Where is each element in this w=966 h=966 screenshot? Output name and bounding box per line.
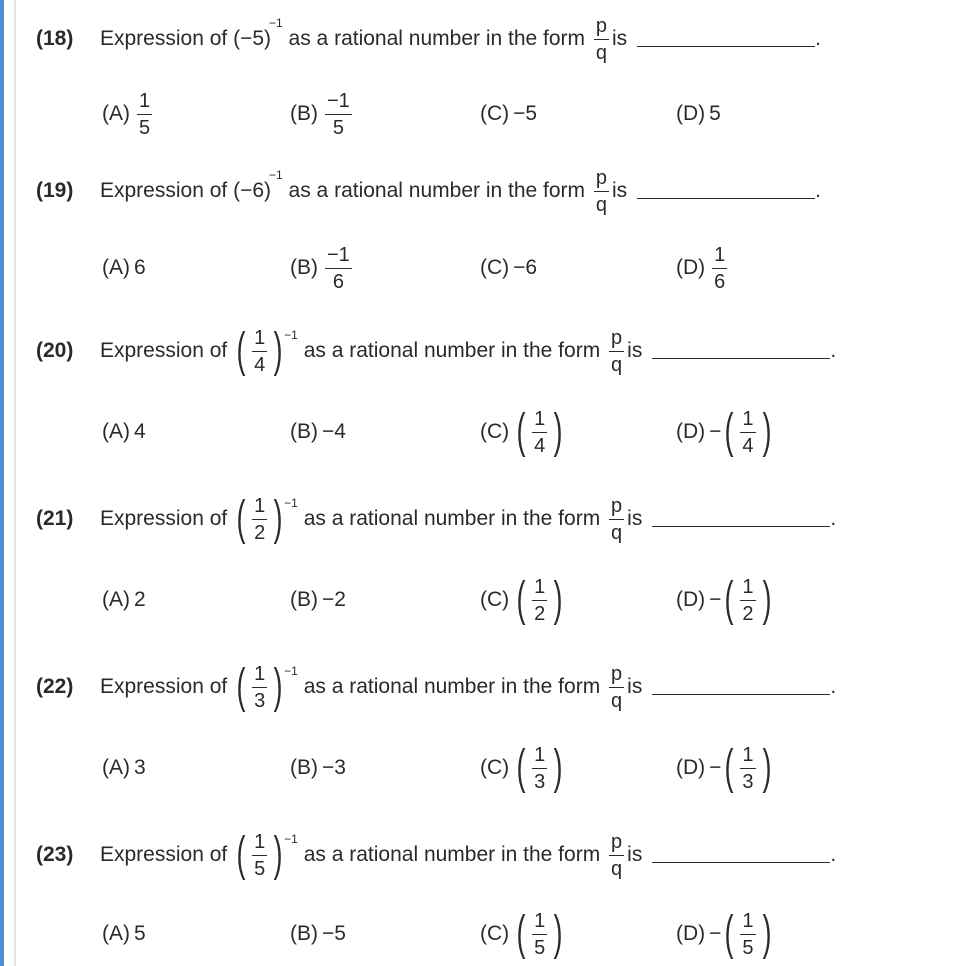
p-over-q-denominator: q: [611, 353, 623, 376]
expression-fraction-denominator: 5: [254, 857, 266, 880]
option-value: −5: [322, 922, 346, 945]
p-over-q-numerator: p: [609, 832, 624, 856]
option-fraction: [532, 911, 547, 958]
p-over-q-denominator: q: [611, 857, 623, 880]
close-paren: ): [553, 573, 563, 626]
option-label: (D): [676, 420, 706, 443]
exponent: −1: [284, 832, 298, 846]
expression-fraction-numerator: 1: [252, 664, 267, 688]
question-prefix: Expression of: [100, 507, 228, 530]
option-d[interactable]: [676, 907, 775, 960]
option-value: −5: [513, 102, 538, 125]
open-paren: (: [236, 660, 246, 713]
expression-base: (−5): [233, 27, 272, 50]
option-fraction-denominator: 3: [742, 770, 754, 793]
option-label: (C): [480, 922, 510, 945]
question-number: (18): [36, 27, 74, 50]
option-label: (A): [102, 256, 130, 279]
question-prefix: Expression of: [100, 27, 228, 50]
open-paren: (: [516, 741, 526, 794]
option-b[interactable]: [290, 90, 355, 138]
option-fraction: [532, 745, 547, 792]
p-over-q-denominator: q: [611, 521, 623, 544]
option-value: 4: [134, 420, 146, 443]
option-fraction-denominator: 2: [742, 602, 754, 625]
option-value: 6: [134, 256, 146, 279]
p-over-q-denominator: q: [611, 689, 623, 712]
question-prefix: Expression of: [100, 675, 228, 698]
exponent: −1: [269, 16, 283, 30]
p-over-q: [609, 328, 624, 375]
option-a[interactable]: [102, 244, 146, 292]
question-stem: [36, 166, 821, 216]
option-fraction-denominator: 6: [714, 270, 726, 293]
question-suffix: as a rational number in the form: [303, 507, 601, 530]
expression-fraction-numerator: 1: [252, 832, 267, 856]
p-over-q-denominator: q: [595, 193, 607, 216]
option-value: 5: [134, 922, 146, 945]
p-over-q: [594, 168, 609, 215]
option-label: (C): [480, 420, 510, 443]
option-fraction-denominator: 5: [139, 116, 151, 139]
option-label: (C): [480, 256, 510, 279]
option-fraction: [325, 245, 352, 292]
expression-base: (−6): [233, 179, 272, 202]
close-paren: ): [553, 405, 563, 458]
exponent: −1: [284, 328, 298, 342]
option-fraction-denominator: 5: [742, 936, 754, 959]
expression-fraction-denominator: 2: [254, 521, 266, 544]
question-number: (21): [36, 507, 74, 530]
option-fraction-numerator: 1: [532, 911, 547, 935]
option-fraction-denominator: 3: [534, 770, 546, 793]
option-fraction-numerator: 1: [740, 409, 755, 433]
p-over-q: [609, 664, 624, 711]
option-d[interactable]: [676, 573, 775, 626]
question-prefix: Expression of: [100, 339, 228, 362]
p-over-q: [609, 496, 624, 543]
minus-sign: −: [709, 588, 722, 611]
exponent: −1: [284, 664, 298, 678]
is-text: is: [627, 339, 643, 362]
option-value: −6: [513, 256, 538, 279]
close-paren: ): [553, 741, 563, 794]
question-stem: [36, 662, 836, 712]
option-value: 2: [134, 588, 146, 611]
p-over-q: [609, 832, 624, 879]
option-label: (C): [480, 102, 510, 125]
option-fraction: [740, 745, 755, 792]
option-fraction-numerator: 1: [532, 577, 547, 601]
open-paren: (: [236, 828, 246, 881]
option-label: (D): [676, 756, 706, 779]
option-c[interactable]: [480, 741, 566, 794]
p-over-q-numerator: p: [594, 16, 609, 40]
option-fraction: [712, 245, 727, 292]
expression-fraction: [252, 664, 267, 711]
question-number: (19): [36, 179, 74, 202]
open-paren: (: [725, 907, 734, 960]
option-label: (B): [290, 756, 318, 779]
is-text: is: [627, 675, 643, 698]
answer-blank[interactable]: [652, 848, 830, 863]
open-paren: (: [516, 405, 526, 458]
minus-sign: −: [709, 922, 722, 945]
exponent: −1: [284, 496, 298, 510]
close-paren: ): [762, 405, 771, 458]
expression-fraction-numerator: 1: [252, 328, 267, 352]
option-fraction: [532, 409, 547, 456]
p-over-q-numerator: p: [594, 168, 609, 192]
option-fraction: [740, 911, 755, 958]
question-number: (22): [36, 675, 74, 698]
expression-fraction-denominator: 4: [254, 353, 266, 376]
option-label: (B): [290, 256, 318, 279]
open-paren: (: [725, 741, 734, 794]
option-label: (B): [290, 102, 318, 125]
option-fraction-numerator: 1: [712, 245, 727, 269]
option-fraction: [137, 91, 152, 138]
question-stem: [36, 326, 836, 376]
answer-blank[interactable]: [637, 32, 815, 47]
question-number: (23): [36, 843, 74, 866]
period: .: [830, 843, 837, 866]
question-stem: [36, 494, 836, 544]
period: .: [830, 339, 837, 362]
expression-fraction: [252, 496, 267, 543]
option-fraction-denominator: 4: [742, 434, 754, 457]
option-b[interactable]: [290, 244, 355, 292]
option-value: 5: [709, 102, 721, 125]
exponent: −1: [269, 168, 283, 182]
question-suffix: as a rational number in the form: [288, 27, 586, 50]
answer-blank[interactable]: [637, 184, 815, 199]
option-b[interactable]: [290, 910, 346, 958]
close-paren: ): [762, 741, 771, 794]
option-fraction-denominator: 5: [534, 936, 546, 959]
is-text: is: [612, 179, 628, 202]
question-suffix: as a rational number in the form: [303, 339, 601, 362]
left-margin-line: [14, 0, 16, 966]
period: .: [815, 179, 822, 202]
option-label: (D): [676, 256, 706, 279]
option-c[interactable]: [480, 405, 566, 458]
p-over-q-numerator: p: [609, 496, 624, 520]
period: .: [830, 507, 837, 530]
question-suffix: as a rational number in the form: [303, 675, 601, 698]
option-c[interactable]: [480, 573, 566, 626]
expression-fraction: [252, 328, 267, 375]
option-label: (A): [102, 922, 130, 945]
option-value: −3: [322, 756, 346, 779]
option-a[interactable]: [102, 90, 155, 138]
option-fraction-denominator: 2: [534, 602, 546, 625]
close-paren: ): [273, 324, 283, 377]
open-paren: (: [516, 573, 526, 626]
answer-blank[interactable]: [652, 512, 830, 527]
option-fraction: [325, 91, 352, 138]
option-fraction-numerator: 1: [740, 745, 755, 769]
option-label: (B): [290, 922, 318, 945]
option-fraction-numerator: 1: [740, 911, 755, 935]
question-stem: [36, 830, 836, 880]
option-b[interactable]: [290, 744, 346, 792]
expression-fraction-denominator: 3: [254, 689, 266, 712]
close-paren: ): [762, 573, 771, 626]
p-over-q: [594, 16, 609, 63]
close-paren: ): [273, 492, 283, 545]
minus-sign: −: [709, 756, 722, 779]
option-label: (C): [480, 756, 510, 779]
option-a[interactable]: [102, 910, 146, 958]
option-fraction-numerator: 1: [137, 91, 152, 115]
p-over-q-numerator: p: [609, 664, 624, 688]
period: .: [830, 675, 837, 698]
option-fraction: [532, 577, 547, 624]
open-paren: (: [725, 573, 734, 626]
question-prefix: Expression of: [100, 179, 228, 202]
option-fraction-numerator: −1: [325, 91, 352, 115]
expression-fraction: [252, 832, 267, 879]
option-c[interactable]: [480, 90, 537, 138]
option-fraction-denominator: 5: [332, 116, 344, 139]
option-c[interactable]: [480, 244, 537, 292]
option-label: (C): [480, 588, 510, 611]
option-value: 3: [134, 756, 146, 779]
option-b[interactable]: [290, 408, 346, 456]
expression-fraction-numerator: 1: [252, 496, 267, 520]
option-fraction-denominator: 6: [332, 270, 344, 293]
option-fraction: [740, 409, 755, 456]
option-d[interactable]: [676, 244, 730, 292]
is-text: is: [612, 27, 628, 50]
option-label: (A): [102, 420, 130, 443]
question-suffix: as a rational number in the form: [303, 843, 601, 866]
option-a[interactable]: [102, 576, 146, 624]
option-d[interactable]: [676, 405, 775, 458]
period: .: [815, 27, 822, 50]
option-fraction-numerator: 1: [532, 409, 547, 433]
option-label: (B): [290, 420, 318, 443]
option-a[interactable]: [102, 744, 146, 792]
question-prefix: Expression of: [100, 843, 228, 866]
is-text: is: [627, 843, 643, 866]
close-paren: ): [273, 660, 283, 713]
option-c[interactable]: [480, 907, 566, 960]
close-paren: ): [762, 907, 771, 960]
question-suffix: as a rational number in the form: [288, 179, 586, 202]
option-label: (D): [676, 922, 706, 945]
is-text: is: [627, 507, 643, 530]
option-fraction-numerator: 1: [532, 745, 547, 769]
open-paren: (: [516, 907, 526, 960]
open-paren: (: [236, 324, 246, 377]
option-fraction-numerator: −1: [325, 245, 352, 269]
option-value: −4: [322, 420, 346, 443]
option-label: (B): [290, 588, 318, 611]
option-d[interactable]: [676, 90, 721, 138]
open-paren: (: [725, 405, 734, 458]
open-paren: (: [236, 492, 246, 545]
option-label: (A): [102, 102, 130, 125]
question-stem: [36, 14, 821, 64]
option-d[interactable]: [676, 741, 775, 794]
option-label: (A): [102, 756, 130, 779]
p-over-q-denominator: q: [595, 41, 607, 64]
close-paren: ): [273, 828, 283, 881]
close-paren: ): [553, 907, 563, 960]
question-number: (20): [36, 339, 74, 362]
minus-sign: −: [709, 420, 722, 443]
option-fraction-numerator: 1: [740, 577, 755, 601]
option-label: (D): [676, 588, 706, 611]
p-over-q-numerator: p: [609, 328, 624, 352]
option-value: −2: [322, 588, 346, 611]
option-label: (A): [102, 588, 130, 611]
option-b[interactable]: [290, 576, 346, 624]
option-label: (D): [676, 102, 706, 125]
option-fraction-denominator: 4: [534, 434, 546, 457]
answer-blank[interactable]: [652, 344, 830, 359]
answer-blank[interactable]: [652, 680, 830, 695]
option-a[interactable]: [102, 408, 146, 456]
option-fraction: [740, 577, 755, 624]
left-border: [0, 0, 4, 966]
